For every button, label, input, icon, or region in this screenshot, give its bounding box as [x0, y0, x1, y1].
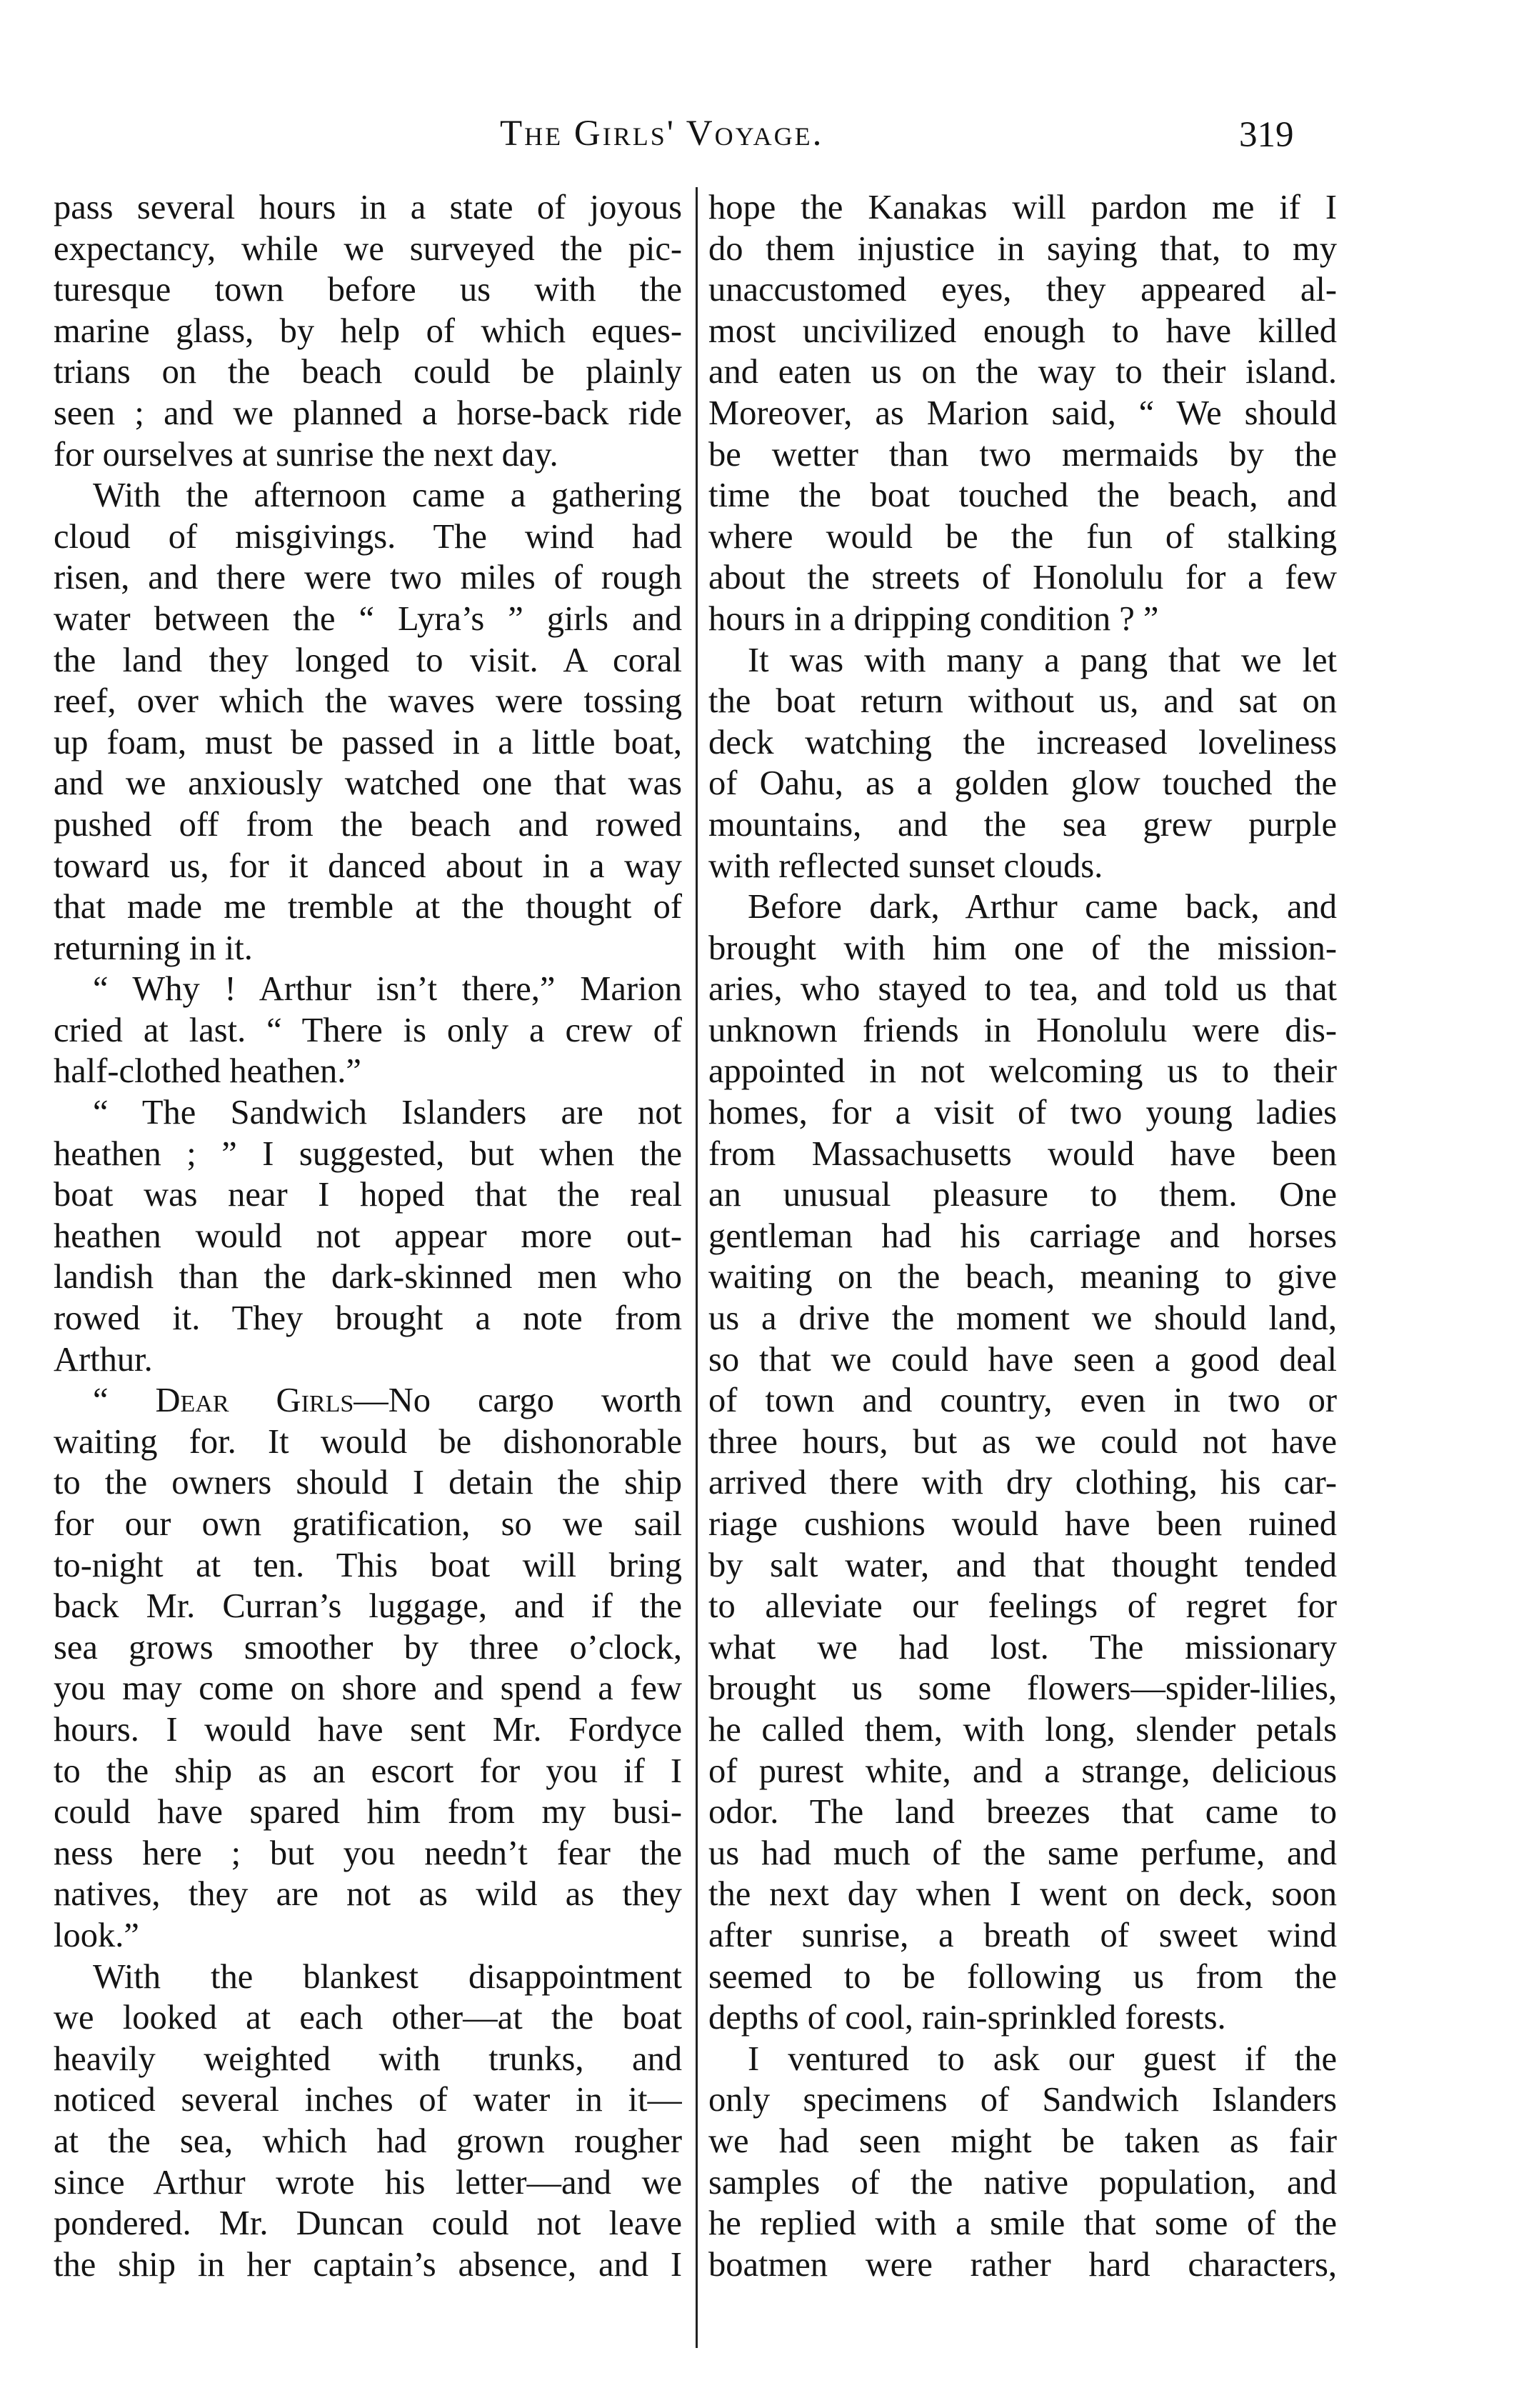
line-text: three hours, but as we could not have	[708, 1422, 1337, 1461]
line-text: “ Why ! Arthur isn’t there,” Marion	[93, 970, 682, 1009]
line-text: hours. I would have sent Mr. Fordyce	[54, 1710, 682, 1749]
text-line	[54, 640, 682, 681]
line-text: cloud of misgivings. The wind had	[54, 517, 682, 556]
line-text: appointed in not welcoming us to their	[708, 1052, 1337, 1091]
text-line	[708, 393, 1337, 434]
text-line	[54, 1092, 682, 1134]
text-line	[708, 1586, 1337, 1627]
text-line	[708, 2079, 1337, 2121]
line-text: With the blankest disappointment	[93, 1957, 682, 1996]
text-line	[54, 1957, 682, 1998]
text-line	[54, 229, 682, 270]
line-text: the boat return without us, and sat on	[708, 682, 1337, 721]
line-text: turesque town before us with the	[54, 271, 682, 309]
line-text: gentleman had his carriage and horses	[708, 1217, 1337, 1255]
text-line	[54, 1874, 682, 1915]
text-line	[54, 969, 682, 1010]
text-line	[54, 1010, 682, 1051]
line-text: seemed to be following us from the	[708, 1957, 1337, 1996]
line-text: and we anxiously watched one that was	[54, 764, 682, 803]
line-text: depths of cool, rain-sprinkled forests.	[708, 1999, 1226, 2037]
text-line	[708, 1010, 1337, 1051]
line-text: cried at last. “ There is only a crew of	[54, 1011, 682, 1049]
text-line	[54, 1339, 682, 1381]
text-line	[54, 1627, 682, 1669]
text-line	[708, 1298, 1337, 1339]
running-header-title: The Girls' Voyage.	[500, 114, 824, 154]
text-line	[54, 1422, 682, 1463]
line-text: the ship in her captain’s absence, and I	[54, 2245, 682, 2284]
line-text: half-clothed heathen.”	[54, 1052, 361, 1091]
text-line	[54, 434, 682, 476]
text-line	[708, 1997, 1337, 2039]
text-line	[54, 1709, 682, 1751]
line-text: to the owners should I detain the ship	[54, 1464, 682, 1502]
line-text: samples of the native population, and	[708, 2163, 1337, 2202]
line-text: waiting for. It would be dishonorable	[54, 1422, 682, 1461]
line-text: an unusual pleasure to them. One	[708, 1176, 1337, 1214]
line-text: pondered. Mr. Duncan could not leave	[54, 2204, 682, 2243]
line-text: to-night at ten. This boat will bring	[54, 1546, 682, 1584]
line-text: trians on the beach could be plainly	[54, 353, 682, 391]
line-text: from Massachusetts would have been	[708, 1134, 1337, 1173]
line-text: what we had lost. The missionary	[708, 1628, 1337, 1667]
line-text: I ventured to ask our guest if the	[748, 2039, 1337, 2078]
line-text: seen ; and we planned a horse-back ride	[54, 394, 682, 432]
text-line	[708, 1545, 1337, 1587]
text-line	[708, 1380, 1337, 1422]
text-line	[54, 1504, 682, 1545]
text-line	[54, 1792, 682, 1833]
line-text: to alleviate our feelings of regret for	[708, 1587, 1337, 1626]
text-line	[708, 2039, 1337, 2080]
line-text: boat was near I hoped that the real	[54, 1176, 682, 1214]
line-text: ness here ; but you needn’t fear the	[54, 1834, 682, 1872]
text-line	[54, 269, 682, 311]
text-line	[54, 2039, 682, 2080]
line-text: boatmen were rather hard characters,	[708, 2245, 1337, 2284]
text-line	[54, 804, 682, 846]
line-text: Before dark, Arthur came back, and	[748, 888, 1337, 926]
text-line	[708, 311, 1337, 352]
text-line	[54, 886, 682, 928]
line-text: aries, who stayed to tea, and told us that	[708, 970, 1337, 1009]
line-text: risen, and there were two miles of rough	[54, 559, 682, 597]
text-line	[54, 722, 682, 764]
line-text: of town and country, even in two or	[708, 1382, 1337, 1420]
line-text: hope the Kanakas will pardon me if I	[708, 189, 1337, 226]
text-line	[54, 2162, 682, 2204]
text-line	[54, 681, 682, 722]
text-line	[54, 1997, 682, 2039]
text-line	[54, 475, 682, 516]
text-line	[708, 1504, 1337, 1545]
text-line	[708, 2121, 1337, 2162]
text-line	[54, 928, 682, 969]
text-line	[708, 2244, 1337, 2286]
line-text: —No cargo worth	[354, 1382, 682, 1420]
text-line	[708, 1257, 1337, 1298]
text-line	[708, 1874, 1337, 1915]
text-line	[54, 311, 682, 352]
text-line	[708, 1833, 1337, 1874]
line-text: brought us some flowers—spider-lilies,	[708, 1669, 1337, 1708]
text-line	[708, 640, 1337, 681]
text-line	[708, 1915, 1337, 1957]
line-text: by salt water, and that thought tended	[708, 1546, 1337, 1584]
line-text: reef, over which the waves were tossing	[54, 682, 682, 721]
line-prefix: “	[93, 1382, 156, 1420]
line-text: only specimens of Sandwich Islanders	[708, 2081, 1337, 2119]
text-line	[54, 2203, 682, 2244]
line-text: odor. The land breezes that came to	[708, 1793, 1337, 1832]
line-text: time the boat touched the beach, and	[708, 476, 1337, 515]
line-text: since Arthur wrote his letter—and we	[54, 2163, 682, 2202]
line-text: that made me tremble at the thought of	[54, 888, 682, 926]
line-text: brought with him one of the mission-	[708, 929, 1337, 967]
text-line	[708, 846, 1337, 887]
line-text: Arthur.	[54, 1340, 153, 1379]
text-line	[708, 475, 1337, 516]
text-line	[708, 2162, 1337, 2204]
line-text: mountains, and the sea grew purple	[708, 805, 1337, 844]
text-line	[708, 969, 1337, 1010]
left-text-column	[54, 187, 682, 2285]
text-line	[708, 1134, 1337, 1175]
line-text: and eaten us on the way to their island.	[708, 353, 1337, 391]
line-text: look.”	[54, 1916, 139, 1954]
line-text: Moreover, as Marion said, “ We should	[708, 394, 1337, 432]
text-line	[54, 1216, 682, 1257]
line-text: up foam, must be passed in a little boat,	[54, 723, 682, 761]
text-line	[708, 886, 1337, 928]
line-text: sea grows smoother by three o’clock,	[54, 1628, 682, 1667]
line-text: you may come on shore and spend a few	[54, 1669, 682, 1708]
text-line	[54, 2121, 682, 2162]
line-text: we had seen might be taken as fair	[708, 2122, 1337, 2160]
line-text: marine glass, by help of which eques-	[54, 311, 682, 350]
text-line	[708, 1709, 1337, 1751]
line-text: With the afternoon came a gathering	[93, 476, 682, 515]
text-line	[708, 1422, 1337, 1463]
text-line	[708, 1627, 1337, 1669]
line-text: for our own gratification, so we sail	[54, 1505, 682, 1543]
text-line	[708, 599, 1337, 640]
line-text: the land they longed to visit. A coral	[54, 641, 682, 679]
line-text: for ourselves at sunrise the next day.	[54, 435, 558, 474]
text-line	[54, 557, 682, 599]
text-line	[708, 1751, 1337, 1792]
line-text: homes, for a visit of two young ladies	[708, 1094, 1337, 1132]
text-line	[54, 393, 682, 434]
text-line	[54, 2244, 682, 2286]
right-text-column	[708, 187, 1337, 2285]
text-line	[708, 722, 1337, 764]
page-number: 319	[1239, 115, 1294, 155]
line-text: us had much of the same perfume, and	[708, 1834, 1337, 1872]
line-text: heavily weighted with trunks, and	[54, 2039, 682, 2078]
line-text: where would be the fun of stalking	[708, 517, 1337, 556]
text-line	[54, 1586, 682, 1627]
text-line	[54, 846, 682, 887]
line-text: at the sea, which had grown rougher	[54, 2122, 682, 2160]
text-line	[708, 763, 1337, 804]
text-line	[54, 1174, 682, 1216]
line-text: expectancy, while we surveyed the pic-	[54, 229, 682, 268]
text-line	[54, 599, 682, 640]
line-text: us a drive the moment we should land,	[708, 1299, 1337, 1338]
line-text: after sunrise, a breath of sweet wind	[708, 1916, 1337, 1954]
text-line	[708, 1792, 1337, 1833]
line-text: do them injustice in saying that, to my	[708, 229, 1337, 268]
line-text: pass several hours in a state of joyous	[54, 189, 682, 226]
text-line	[708, 187, 1337, 229]
line-text: natives, they are not as wild as they	[54, 1875, 682, 1914]
line-text: back Mr. Curran’s luggage, and if the	[54, 1587, 682, 1626]
text-line	[708, 516, 1337, 558]
line-text: water between the “ Lyra’s ” girls and	[54, 599, 682, 638]
text-line	[708, 804, 1337, 846]
text-line	[708, 681, 1337, 722]
line-text: he called them, with long, slender petals	[708, 1710, 1337, 1749]
line-text: most uncivilized enough to have killed	[708, 311, 1337, 350]
line-text: so that we could have seen a good deal	[708, 1340, 1337, 1379]
line-text: be wetter than two mermaids by the	[708, 435, 1337, 474]
text-line	[54, 1668, 682, 1709]
line-text: It was with many a pang that we let	[748, 641, 1337, 679]
line-text: deck watching the increased loveliness	[708, 723, 1337, 761]
line-text: we looked at each other—at the boat	[54, 1999, 682, 2037]
text-line	[54, 1257, 682, 1298]
column-divider	[696, 187, 698, 2348]
line-text: unknown friends in Honolulu were dis-	[708, 1011, 1337, 1049]
text-line	[54, 763, 682, 804]
text-line	[54, 2079, 682, 2121]
text-line	[54, 1915, 682, 1957]
line-text: heathen would not appear more out-	[54, 1217, 682, 1255]
line-text: unaccustomed eyes, they appeared al-	[708, 271, 1337, 309]
text-line	[54, 1298, 682, 1339]
line-text: of Oahu, as a golden glow touched the	[708, 764, 1337, 803]
line-text: the next day when I went on deck, soon	[708, 1875, 1337, 1914]
line-text: toward us, for it danced about in a way	[54, 846, 682, 885]
text-line	[54, 516, 682, 558]
text-line	[54, 187, 682, 229]
line-text: “ The Sandwich Islanders are not	[93, 1094, 682, 1132]
text-line	[54, 1545, 682, 1587]
line-text: of purest white, and a strange, delicious	[708, 1752, 1337, 1790]
line-text: waiting on the beach, meaning to give	[708, 1258, 1337, 1297]
text-line	[54, 1751, 682, 1792]
text-line	[708, 229, 1337, 270]
line-text: arrived there with dry clothing, his car-	[708, 1464, 1337, 1502]
text-line	[54, 1134, 682, 1175]
line-text: could have spared him from my busi-	[54, 1793, 682, 1832]
text-line	[54, 1380, 682, 1422]
line-text: about the streets of Honolulu for a few	[708, 559, 1337, 597]
text-line	[708, 1092, 1337, 1134]
line-text: with reflected sunset clouds.	[708, 846, 1103, 885]
line-text: landish than the dark-skinned men who	[54, 1258, 682, 1297]
text-line	[708, 1957, 1337, 1998]
text-line	[708, 1339, 1337, 1381]
line-text: rowed it. They brought a note from	[54, 1299, 682, 1338]
text-line	[708, 434, 1337, 476]
line-text: pushed off from the beach and rowed	[54, 805, 682, 844]
text-line	[708, 1668, 1337, 1709]
line-text: hours in a dripping condition ? ”	[708, 599, 1159, 638]
text-line	[54, 351, 682, 393]
text-line	[708, 1174, 1337, 1216]
line-text: to the ship as an escort for you if I	[54, 1752, 682, 1790]
text-line	[708, 928, 1337, 969]
text-line	[54, 1462, 682, 1504]
line-text: he replied with a smile that some of the	[708, 2204, 1337, 2243]
small-caps-salutation: Dear Girls	[155, 1382, 354, 1420]
line-text: returning in it.	[54, 929, 253, 967]
text-line	[708, 269, 1337, 311]
text-line	[54, 1051, 682, 1092]
text-line	[54, 1833, 682, 1874]
line-text: riage cushions would have been ruined	[708, 1505, 1337, 1543]
text-line	[708, 1216, 1337, 1257]
line-text: heathen ; ” I suggested, but when the	[54, 1134, 682, 1173]
text-line	[708, 351, 1337, 393]
line-text: noticed several inches of water in it—	[54, 2081, 682, 2119]
text-line	[708, 557, 1337, 599]
text-line	[708, 2203, 1337, 2244]
text-line	[708, 1051, 1337, 1092]
text-line	[708, 1462, 1337, 1504]
